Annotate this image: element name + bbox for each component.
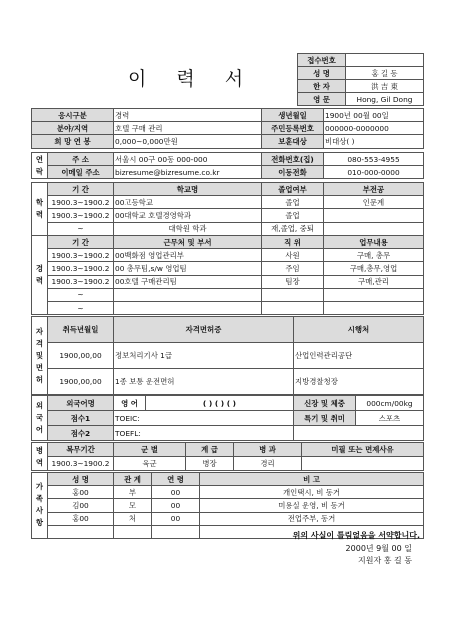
family-relation-header: 관 계 bbox=[114, 473, 152, 486]
edu-school: 00고등학교 bbox=[114, 196, 262, 209]
career-duty-header: 업무내용 bbox=[324, 236, 424, 249]
career-duty: 구매, 총무 bbox=[324, 249, 424, 262]
page-title: 이 력 서 bbox=[128, 68, 256, 90]
hobby-label: 특기 및 취미 bbox=[294, 411, 356, 426]
pledge-statement: 위의 사실이 틀림없음을 서약합니다. bbox=[292, 531, 420, 540]
career-period: 1900.3~1900.2 bbox=[48, 249, 114, 262]
family-age bbox=[152, 525, 200, 538]
english-name-label: 영 문 bbox=[298, 93, 346, 106]
career-section-label: 경력 bbox=[32, 236, 48, 315]
edu-minor bbox=[324, 209, 424, 222]
field-value: 호텔 구매 관리 bbox=[114, 122, 262, 135]
career-period: ~ bbox=[48, 301, 114, 314]
table-row bbox=[32, 369, 424, 395]
birthdate-label: 생년월일 bbox=[262, 109, 324, 122]
edu-minor-header: 부전공 bbox=[324, 183, 424, 196]
career-period: 1900.3~1900.2 bbox=[48, 262, 114, 275]
language-table bbox=[31, 395, 424, 441]
id-number-value: 000000-0000000 bbox=[324, 122, 424, 135]
language-name-value: 영 어 bbox=[114, 396, 146, 411]
rank-value: 병장 bbox=[186, 457, 234, 471]
license-issuer: 산업인력관리공단 bbox=[294, 343, 424, 369]
family-name: 홍00 bbox=[48, 512, 114, 525]
family-relation: 모 bbox=[114, 499, 152, 512]
edu-period: 1900.3~1900.2 bbox=[48, 209, 114, 222]
family-age: 00 bbox=[152, 499, 200, 512]
id-number-label: 주민등록번호 bbox=[262, 122, 324, 135]
career-duty bbox=[324, 301, 424, 314]
license-date-header: 취득년월일 bbox=[48, 317, 114, 343]
branch-header: 군 별 bbox=[114, 443, 186, 457]
military-table bbox=[31, 442, 424, 471]
address-label: 주 소 bbox=[48, 153, 114, 166]
family-note: 전업주부, 동거 bbox=[200, 512, 424, 525]
education-section-label: 학력 bbox=[32, 183, 48, 236]
edu-school: 대학원 학과 bbox=[114, 222, 262, 235]
career-place bbox=[114, 288, 262, 301]
name-label: 성 명 bbox=[298, 67, 346, 80]
license-table bbox=[31, 316, 424, 395]
table-row bbox=[32, 275, 424, 288]
edu-minor bbox=[324, 222, 424, 235]
language-name-label: 외국어명 bbox=[48, 396, 114, 411]
family-name: 홍00 bbox=[48, 486, 114, 499]
career-place: 00호텔 구매관리팀 bbox=[114, 275, 262, 288]
license-name: 정보처리기사 1급 bbox=[114, 343, 294, 369]
applicant-signature: 지원자 홍 길 동 bbox=[358, 556, 412, 565]
table-row bbox=[32, 499, 424, 512]
table-row bbox=[32, 222, 424, 235]
family-age: 00 bbox=[152, 486, 200, 499]
career-position: 사원 bbox=[262, 249, 324, 262]
language-section-label: 외국어 bbox=[32, 396, 48, 441]
service-period-header: 복무기간 bbox=[48, 443, 114, 457]
family-relation bbox=[114, 525, 152, 538]
edu-school-header: 학교명 bbox=[114, 183, 262, 196]
field-label: 분야/지역 bbox=[32, 122, 114, 135]
table-row bbox=[32, 288, 424, 301]
license-date: 1900,00,00 bbox=[48, 369, 114, 395]
receipt-number-value[interactable] bbox=[346, 54, 424, 67]
home-phone-label: 전화번호(집) bbox=[262, 153, 324, 166]
family-age-header: 연 령 bbox=[152, 473, 200, 486]
table-row bbox=[32, 343, 424, 369]
home-phone-value: 080-553-4955 bbox=[324, 153, 424, 166]
salary-value: 0,000~0,000만원 bbox=[114, 135, 262, 148]
career-duty: 구매,관리 bbox=[324, 275, 424, 288]
email-label: 이메일 주소 bbox=[48, 166, 114, 179]
license-issuer-header: 시행처 bbox=[294, 317, 424, 343]
mobile-label: 이동전화 bbox=[262, 166, 324, 179]
table-row bbox=[32, 262, 424, 275]
edu-grad: 졸업 bbox=[262, 209, 324, 222]
score1-label: 점수1 bbox=[48, 411, 114, 426]
contact-section-label: 연락 bbox=[32, 153, 48, 179]
edu-grad: 재,졸업, 중퇴 bbox=[262, 222, 324, 235]
score1-value: TOEIC: bbox=[114, 411, 294, 426]
table-row bbox=[32, 486, 424, 499]
edu-school: 00대학교 호텔경영학과 bbox=[114, 209, 262, 222]
hanja-value: 洪 吉 東 bbox=[346, 80, 424, 93]
career-position: 주임 bbox=[262, 262, 324, 275]
height-weight-value: 000cm/00kg bbox=[356, 396, 424, 411]
exemption-value bbox=[302, 457, 424, 471]
career-duty bbox=[324, 288, 424, 301]
military-section-label: 병역 bbox=[32, 443, 48, 471]
license-issuer: 지방경찰청장 bbox=[294, 369, 424, 395]
score2-value: TOEFL: bbox=[114, 426, 294, 441]
apply-type-value: 경력 bbox=[114, 109, 262, 122]
family-name: 김00 bbox=[48, 499, 114, 512]
family-relation: 부 bbox=[114, 486, 152, 499]
table-row bbox=[32, 249, 424, 262]
family-age: 00 bbox=[152, 512, 200, 525]
license-section-label: 자격및면허 bbox=[32, 317, 48, 395]
veteran-label: 보훈대상 bbox=[262, 135, 324, 148]
height-weight-label: 신장 및 체중 bbox=[294, 396, 356, 411]
family-section-label: 가족사항 bbox=[32, 473, 48, 539]
rank-header: 계 급 bbox=[186, 443, 234, 457]
edu-grad-header: 졸업여부 bbox=[262, 183, 324, 196]
career-period-header: 기 간 bbox=[48, 236, 114, 249]
signature-date: 2000년 9월 00 일 bbox=[345, 544, 412, 553]
edu-period: ~ bbox=[48, 222, 114, 235]
career-position bbox=[262, 288, 324, 301]
edu-period-header: 기 간 bbox=[48, 183, 114, 196]
license-date: 1900,00,00 bbox=[48, 343, 114, 369]
birthdate-value: 1900년 00월 00일 bbox=[324, 109, 424, 122]
edu-minor: 인문계 bbox=[324, 196, 424, 209]
specialty-header: 병 과 bbox=[234, 443, 302, 457]
career-place bbox=[114, 301, 262, 314]
branch-value: 육군 bbox=[114, 457, 186, 471]
basic-info-table bbox=[31, 108, 424, 149]
contact-table bbox=[31, 152, 424, 179]
career-position: 팀장 bbox=[262, 275, 324, 288]
family-name-header: 성 명 bbox=[48, 473, 114, 486]
receipt-number-label: 접수번호 bbox=[298, 54, 346, 67]
email-value: bizresume@bizresume.co.kr bbox=[114, 166, 262, 179]
english-name-value: Hong, Gil Dong bbox=[346, 93, 424, 106]
career-duty: 구매,총무,영업 bbox=[324, 262, 424, 275]
career-place: 00 총무팀,s/w 영업팀 bbox=[114, 262, 262, 275]
hanja-label: 한 자 bbox=[298, 80, 346, 93]
education-table bbox=[31, 182, 424, 236]
apply-type-label: 응시구분 bbox=[32, 109, 114, 122]
career-table bbox=[31, 235, 424, 315]
career-position bbox=[262, 301, 324, 314]
career-place: 00백화점 영업관리부 bbox=[114, 249, 262, 262]
exemption-header: 미필 또는 면제사유 bbox=[302, 443, 424, 457]
family-relation: 처 bbox=[114, 512, 152, 525]
receipt-box bbox=[297, 53, 424, 106]
family-note-header: 비 고 bbox=[200, 473, 424, 486]
license-name-header: 자격면허증 bbox=[114, 317, 294, 343]
table-row bbox=[32, 457, 424, 471]
veteran-value: 비대상( ) bbox=[324, 135, 424, 148]
family-table bbox=[31, 472, 424, 539]
table-row bbox=[32, 512, 424, 525]
salary-label: 희 망 연 봉 bbox=[32, 135, 114, 148]
career-position-header: 직 위 bbox=[262, 236, 324, 249]
table-row bbox=[32, 209, 424, 222]
edu-grad: 졸업 bbox=[262, 196, 324, 209]
mobile-value: 010-000-0000 bbox=[324, 166, 424, 179]
language-empty-cell bbox=[294, 426, 424, 441]
license-name: 1종 보통 운전면허 bbox=[114, 369, 294, 395]
name-value: 홍 길 동 bbox=[346, 67, 424, 80]
family-name bbox=[48, 525, 114, 538]
career-period: ~ bbox=[48, 288, 114, 301]
table-row bbox=[32, 301, 424, 314]
hobby-value: 스포츠 bbox=[356, 411, 424, 426]
table-row bbox=[32, 196, 424, 209]
specialty-value: 경리 bbox=[234, 457, 302, 471]
career-period: 1900.3~1900.2 bbox=[48, 275, 114, 288]
score2-label: 점수2 bbox=[48, 426, 114, 441]
career-place-header: 근무처 및 부서 bbox=[114, 236, 262, 249]
family-note: 미용실 운영, 비 동거 bbox=[200, 499, 424, 512]
service-period: 1900.3~1900.2 bbox=[48, 457, 114, 471]
proficiency-marks[interactable]: ( ) ( ) ( ) bbox=[146, 396, 294, 411]
edu-period: 1900.3~1900.2 bbox=[48, 196, 114, 209]
family-note: 개인택시, 비 동거 bbox=[200, 486, 424, 499]
address-value: 서울시 00구 00동 000-000 bbox=[114, 153, 262, 166]
